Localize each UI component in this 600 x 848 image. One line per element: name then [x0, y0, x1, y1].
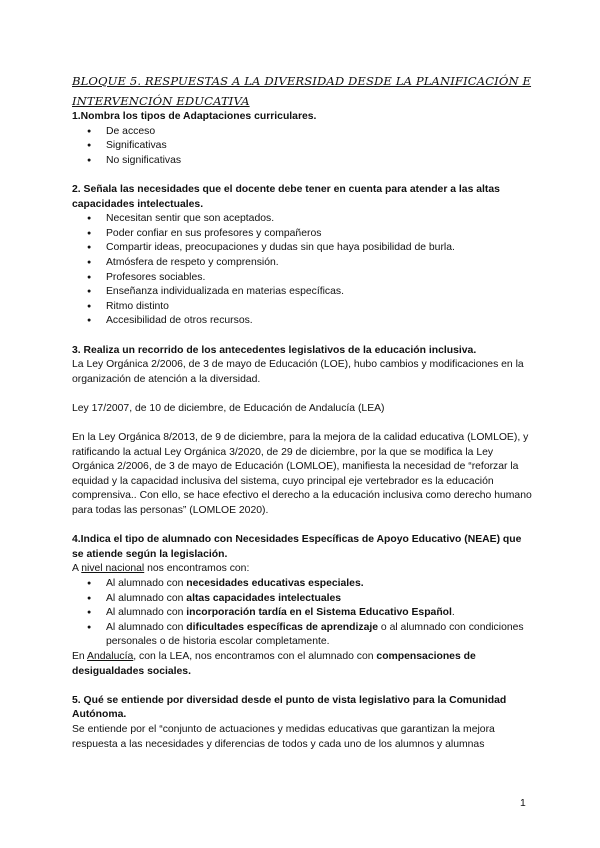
page-title-line-1: BLOQUE 5. RESPUESTAS A LA DIVERSIDAD DESDE LA PLANIFICACIÓN E [72, 74, 532, 88]
question-3-paragraph-2: Ley 17/2007, de 10 de diciembre, de Educación de Andalucía (LEA) [72, 402, 385, 414]
list-item: ● Enseñanza individualizada en materias específicas. [106, 285, 532, 300]
list-item: ● Al alumnado con altas capacidades intelectuales [106, 592, 532, 607]
page-title-line-2: INTERVENCIÓN EDUCATIVA [72, 94, 250, 108]
list-item: ● Al alumnado con dificultades específicas de aprendizaje o al alumnado con condiciones personales o de historia escolar completamente. [106, 621, 532, 650]
question-5-heading: 5. Qué se entiende por diversidad desde el punto de vista legislativo para la Comunidad Autónoma. [72, 694, 507, 721]
list-item: ● Necesitan sentir que son aceptados. [106, 212, 532, 227]
question-2-heading: 2. Señala las necesidades que el docente debe tener en cuenta para atender a las altas capacidades intelectuales. [72, 183, 500, 210]
list-item: ● Ritmo distinto [106, 300, 532, 315]
list-item: ● Al alumnado con necesidades educativas especiales. [106, 577, 532, 592]
question-4-outro: En Andalucía, con la LEA, nos encontramos con el alumnado con compensaciones de desigualdades sociales. [72, 650, 476, 677]
underlined-text: nivel nacional [81, 563, 145, 575]
list-item: ● De acceso [106, 125, 532, 140]
list-item: ● Poder confiar en sus profesores y compañeros [106, 227, 532, 242]
question-1-heading: 1.Nombra los tipos de Adaptaciones curriculares. [72, 111, 317, 122]
question-1-list [72, 125, 532, 169]
list-item: ● Compartir ideas, preocupaciones y dudas sin que haya posibilidad de burla. [106, 241, 532, 256]
question-4-heading: 4.Indica el tipo de alumnado con Necesidades Específicas de Apoyo Educativo (NEAE) que se atiende según la legislación. [72, 534, 522, 560]
list-item: ● Al alumnado con incorporación tardía en el Sistema Educativo Español. [106, 606, 532, 621]
list-item: ● Accesibilidad de otros recursos. [106, 314, 532, 329]
document-body [72, 70, 532, 752]
question-5-paragraph-1: Se entiende por el “conjunto de actuaciones y medidas educativas que garantizan la mejora respuesta a las necesidades y diferencias de todos y cada uno de los alumnos y alumnas [72, 723, 495, 750]
question-3-paragraph-3: En la Ley Orgánica 8/2013, de 9 de diciembre, para la mejora de la calidad educativa (LOMLOE), y ratificando la actual Ley Orgánica 3/2020, de 29 de diciembre, por la que se modifica la Ley Orgánica 2/2006, de 3 de mayo de Educación (LOMLOE), manifiesta la necesidad de “reforzar la equidad y la capacidad inclusiva del sistema, cuyo principal eje vertebrador es la educación comprensiva.. Con ello, se hace efectivo el derecho a la educación inclusiva como derecho humano para todas las personas” (LOMLOE 2020). [72, 432, 532, 517]
question-4-intro: A nivel nacional nos encontramos con: [72, 563, 250, 575]
list-item: ● No significativas [106, 154, 532, 169]
question-3-heading: 3. Realiza un recorrido de los antecedentes legislativos de la educación inclusiva. [72, 344, 477, 356]
underlined-text: Andalucía [87, 650, 134, 662]
page-number: 1 [520, 798, 526, 809]
list-item: ● Significativas [106, 139, 532, 154]
question-3-paragraph-1: La Ley Orgánica 2/2006, de 3 de mayo de Educación (LOE), hubo cambios y modificaciones en la organización de atención a la diversidad. [72, 359, 524, 385]
list-item: ● Atmósfera de respeto y comprensión. [106, 256, 532, 271]
list-item: ● Profesores sociables. [106, 271, 532, 286]
question-2-list [72, 212, 532, 329]
question-4-list [72, 577, 532, 650]
